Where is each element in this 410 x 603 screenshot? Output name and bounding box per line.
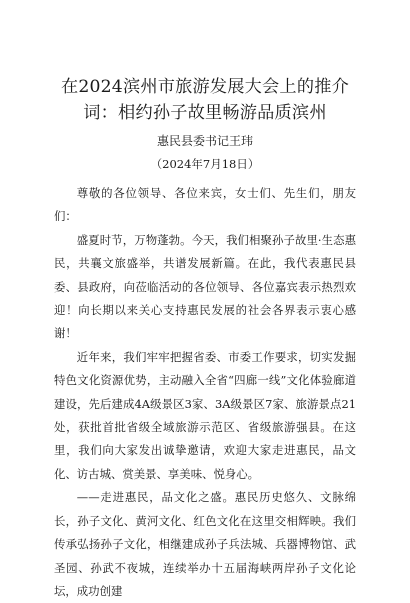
document-body (54, 182, 356, 603)
paragraph-welcome: 盛夏时节，万物蓬勃。今天，我们相聚孙子故里·生态惠民，共襄文旅盛举，共谱发展新篇。在此，我代表惠民县委、县政府，向莅临活动的各位领导、各位嘉宾表示热烈欢迎！向长期以来关心支持惠民发展的社会各界表示衷心感谢！ (54, 232, 356, 341)
document-author: 惠民县委书记王玮 (156, 134, 253, 148)
paragraph-culture: ——走进惠民，品文化之盛。惠民历史悠久、文脉绵长，孙子文化、黄河文化、红色文化在这里交相辉映。我们传承弘扬孙子文化，相继建成孙子兵法城、兵器博物馆、武圣园、孙武不夜城，连续举办十五届海峡两岸孙子文化论坛，成功创建 (54, 490, 356, 598)
paragraph-achievements: 近年来，我们牢牢把握省委、市委工作要求，切实发掘特色文化资源优势，主动融入全省“四廊一线”文化体验廊道建设，先后建成4A级景区3家、3A级景区7家、旅游景点21处，获批首批省级全域旅游示范区、省级旅游强县。在这里，我们向大家发出诚挚邀请，欢迎大家走进惠民，品文化、访古城、赏美景、享美味、悦身心。 (54, 349, 356, 481)
document-date: （2024年7月18日） (150, 157, 260, 171)
paragraph-salutation: 尊敬的各位领导、各位来宾，女士们、先生们，朋友们： (54, 186, 356, 224)
document-title: 在2024滨州市旅游发展大会上的推介词：相约孙子故里畅游品质滨州 (61, 77, 349, 123)
